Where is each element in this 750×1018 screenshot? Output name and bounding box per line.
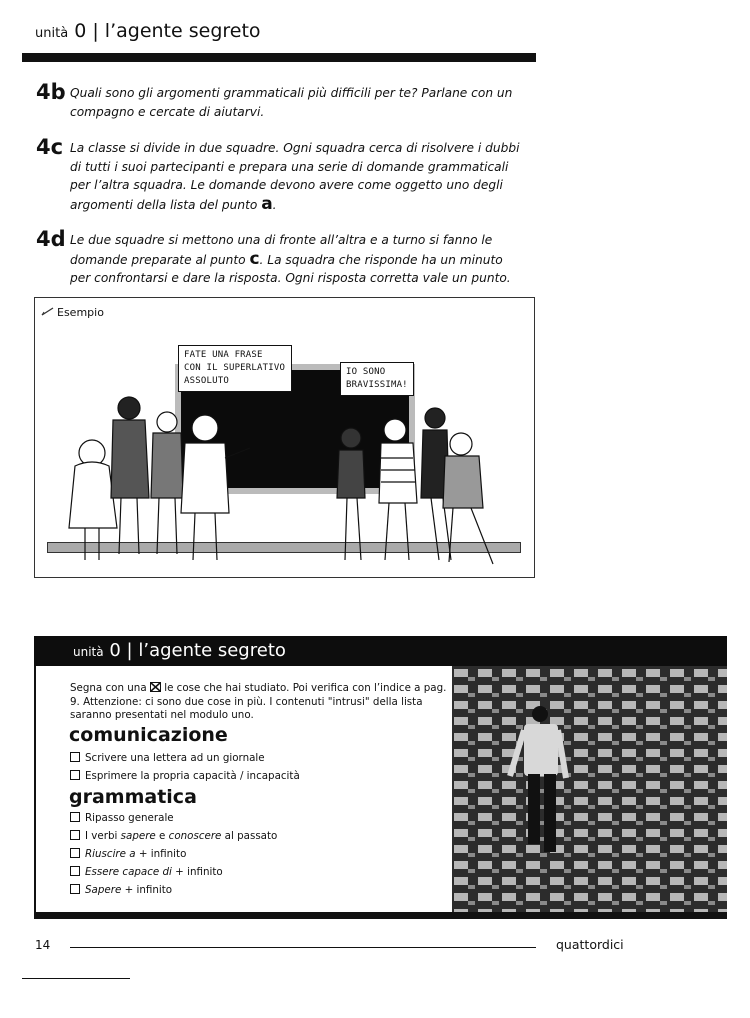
- bubble-line: BRAVISSIMA!: [346, 380, 408, 390]
- checkbox[interactable]: [70, 830, 80, 840]
- box-intro-start: Segna con una: [70, 682, 147, 694]
- exercise-ref-a: a: [261, 193, 273, 214]
- checklist-item-label: Ripasso generale: [85, 812, 174, 824]
- box-unit-title: l’agente segreto: [138, 640, 286, 661]
- exercise-number-4c: 4c: [36, 135, 64, 159]
- checkbox[interactable]: [70, 812, 80, 822]
- box-unit-separator: |: [126, 640, 133, 661]
- box-title: [73, 640, 286, 661]
- bubble-line: ASSOLUTO: [184, 376, 229, 386]
- checklist-item-label: Esprimere la propria capacità / incapacità: [85, 770, 300, 782]
- box-intro: [70, 682, 450, 723]
- people-drawing: [35, 298, 534, 577]
- box-intro-end: le cose che hai studiato. Poi verifica con l’indice a pag. 9. Attenzione: ci sono due cose in più. I contenuti "intrusi" della lista saranno presentati nel modulo uno.: [70, 682, 447, 721]
- checklist-item[interactable]: [70, 866, 223, 878]
- unit-header: [35, 20, 261, 42]
- box-unit-number: 0: [109, 640, 121, 661]
- exercise-text-4d-end: . La squadra che risponde ha un minuto per confrontarsi e dare la risposta. Ogni risposta corretta vale un punto.: [70, 252, 511, 285]
- box-unit-word: unità: [73, 645, 104, 659]
- checklist-item[interactable]: [70, 812, 174, 824]
- unit-number: 0: [74, 20, 87, 42]
- checkbox[interactable]: [70, 752, 80, 762]
- exercise-text-4c: [70, 139, 526, 214]
- exercise-ref-c: c: [249, 248, 260, 269]
- checklist-item-label: Sapere + infinito: [85, 884, 173, 896]
- checklist-item[interactable]: [70, 770, 300, 782]
- example-illustration: [34, 297, 535, 578]
- page-edge-rule: [22, 978, 130, 979]
- page-number: 14: [35, 938, 51, 952]
- checklist-item[interactable]: [70, 830, 277, 842]
- header-rule: [22, 53, 536, 62]
- exercise-text-4d: [70, 231, 526, 288]
- agent-photo: [452, 666, 727, 912]
- checkbox[interactable]: [70, 770, 80, 780]
- photo-drawing: [452, 666, 727, 912]
- section-title-grammatica: grammatica: [69, 786, 197, 808]
- section-title-comunicazione: comunicazione: [69, 724, 228, 746]
- checkbox[interactable]: [70, 884, 80, 894]
- checklist-item-label: Essere capace di + infinito: [85, 866, 223, 878]
- exercise-text-4c-end: .: [272, 197, 277, 212]
- unit-title: l’agente segreto: [104, 20, 261, 42]
- exercise-text-4d-body: Le due squadre si mettono una di fronte all’altra e a turno si fanno le domande preparate al punto: [70, 233, 493, 267]
- checklist-item-label: I verbi sapere e conoscere al passato: [85, 830, 278, 842]
- footer-rule: [70, 947, 536, 948]
- unit-word: unità: [35, 26, 69, 41]
- checkbox[interactable]: [70, 866, 80, 876]
- exercise-number-4d: 4d: [36, 227, 66, 251]
- cross-box-icon: [150, 682, 161, 692]
- checklist-item[interactable]: [70, 884, 172, 896]
- checkbox[interactable]: [70, 848, 80, 858]
- checklist-item-label: Riuscire a + infinito: [85, 848, 187, 860]
- checklist-item[interactable]: [70, 848, 186, 860]
- example-label: Esempio: [57, 306, 104, 319]
- unit-separator: |: [92, 20, 99, 42]
- checklist-item[interactable]: [70, 752, 265, 764]
- bubble-line: CON IL SUPERLATIVO: [184, 363, 286, 373]
- bubble-line: FATE UNA FRASE: [184, 350, 263, 360]
- exercise-text-4b: Quali sono gli argomenti grammaticali più difficili per te? Parlane con un compagno e cercate di aiutarvi.: [70, 86, 513, 119]
- page-number-word: quattordici: [556, 937, 624, 952]
- box-bottom-rule: [34, 912, 727, 919]
- bubble-line: IO SONO: [346, 367, 386, 377]
- checklist-item-label: Scrivere una lettera ad un giornale: [85, 752, 265, 764]
- exercise-number-4b: 4b: [36, 80, 66, 104]
- exercise-text-4c-body: La classe si divide in due squadre. Ogni squadra cerca di risolvere i dubbi di tutti i suoi partecipanti e prepara una serie di domande grammaticali per l’altra squadra. Le domande devono avere come oggetto uno degli argomenti della lista del punto: [70, 141, 520, 212]
